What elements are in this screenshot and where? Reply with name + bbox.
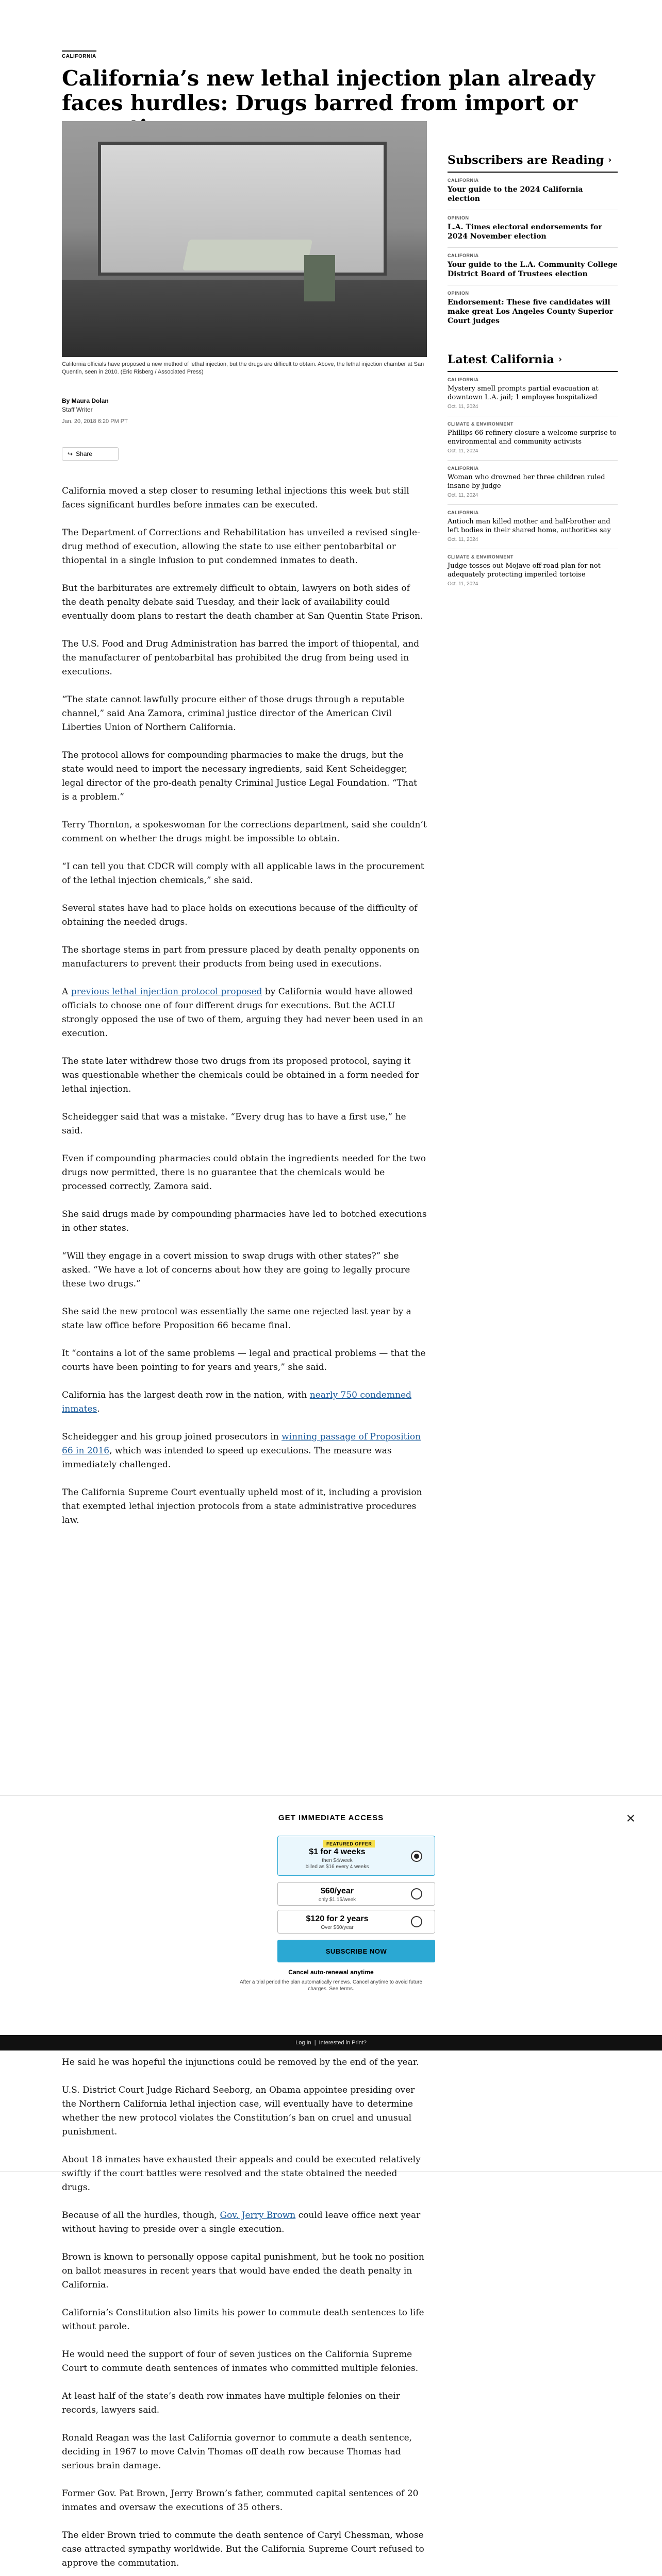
author-role: Staff Writer xyxy=(62,406,93,413)
plan-radio[interactable] xyxy=(411,1888,422,1900)
plan-option-2years[interactable] xyxy=(277,1910,435,1934)
body-paragraph: The state later withdrew those two drugs from its proposed protocol, saying it was questionable whether the chemicals could be obtained in a form needed for lethal injection. xyxy=(62,1056,419,1094)
body-paragraph: The Department of Corrections and Rehabilitation has unveiled a revised single-drug method of execution, allowing the state to use either pentobarbital or thiopental in a single infusion to put condemned inmates to death. xyxy=(62,528,420,566)
sidebar-reading-item[interactable]: CALIFORNIA Your guide to the L.A. Community College District Board of Trustees election xyxy=(448,248,618,285)
body-paragraph: Brown is known to personally oppose capital punishment, but he took no position on ballot measures in recent years that would have ended the death penalty in California. xyxy=(62,2252,424,2290)
body-paragraph: It “contains a lot of the same problems — legal and practical problems — that the courts have been pointing to for years and years,” she said. xyxy=(62,1348,426,1372)
execution-table xyxy=(183,240,313,270)
print-link[interactable]: Interested in Print? xyxy=(319,2040,367,2046)
body-paragraph: The elder Brown tried to commute the death sentence of Caryl Chessman, whose case attracted sympathy worldwide. But the California Supreme Court refused to approve the commutation. xyxy=(62,2530,424,2568)
plan-option-yearly[interactable] xyxy=(277,1882,435,1906)
body-paragraph: Ronald Reagan was the last California governor to commute a death sentence, deciding in 1967 to move Calvin Thomas off death row because Thomas had serious brain damage. xyxy=(62,2433,412,2471)
sidebar-latest-item[interactable]: CALIFORNIA Mystery smell prompts partial evacuation at downtown L.A. jail; 1 employee hospitalized Oct. 11, 2024 xyxy=(448,372,618,416)
body-paragraph: Scheidegger said that was a mistake. “Every drug has to have a first use,” he said. xyxy=(62,1112,406,1136)
modal-title: GET IMMEDIATE ACCESS xyxy=(278,1814,384,1822)
death-row-link[interactable]: nearly 750 condemned inmates xyxy=(62,1390,412,1414)
headline: California’s new lethal injection plan already faces hurdles: Drugs barred from import or xyxy=(62,66,595,115)
login-link[interactable]: Log In xyxy=(295,2040,311,2046)
sidebar-latest-item[interactable]: CALIFORNIA Woman who drowned her three children ruled insane by judge Oct. 11, 2024 xyxy=(448,461,618,505)
section-label[interactable]: CALIFORNIA xyxy=(62,50,96,59)
body-paragraph: About 18 inmates have exhausted their appeals and could be executed relatively swiftly if the court battles were resolved and the state obtained the needed drugs. xyxy=(62,2155,421,2193)
plan-price: $1 for 4 weeks xyxy=(309,1848,366,1856)
article-body xyxy=(62,484,427,1528)
body-paragraph: A previous lethal injection protocol proposed by California would have allowed officials to choose one of four different drugs for executions. But the ACLU strongly opposed the use of two of them, arguing they had never been used in an execution. xyxy=(62,987,423,1039)
plan-radio[interactable] xyxy=(411,1916,422,1927)
author-name[interactable]: By Maura Dolan xyxy=(62,397,109,404)
body-paragraph: The California Supreme Court eventually upheld most of it, including a provision that exempted lethal injection protocols from a state administrative procedures law. xyxy=(62,1487,422,1526)
subscribe-button[interactable]: SUBSCRIBE NOW xyxy=(277,1940,435,1962)
share-button[interactable] xyxy=(62,447,119,461)
article-body-continued xyxy=(62,2056,427,2576)
body-paragraph: Even if compounding pharmacies could obtain the ingredients needed for the two drugs now permitted, there is no guarantee that the chemicals would be processed correctly, Zamora said. xyxy=(62,1154,426,1192)
sidebar-reading-item[interactable]: OPINION Endorsement: These five candidates will make great Los Angeles County Superior Court judges xyxy=(448,291,614,325)
body-paragraph: The U.S. Food and Drug Administration has barred the import of thiopental, and the manufacturer of pentobarbital has prohibited the drug from being used in executions. xyxy=(62,639,420,677)
sidebar-latest-item[interactable]: CLIMATE & ENVIRONMENT Phillips 66 refinery closure a welcome surprise to environmental and community activists Oct. 11, 2024 xyxy=(448,416,618,461)
plan-radio-selected[interactable] xyxy=(411,1851,422,1862)
image-caption: California officials have proposed a new method of lethal injection, but the drugs are difficult to obtain. Above, the lethal injection chamber at San Quentin, seen in 2010. (Eric Risberg / Associated Press) xyxy=(62,361,424,375)
gov-brown-link[interactable]: Gov. Jerry Brown xyxy=(220,2210,296,2221)
close-icon[interactable]: × xyxy=(626,1810,635,1827)
body-paragraph: U.S. District Court Judge Richard Seeborg, an Obama appointee presiding over the Northern California lethal injection case, will eventually have to determine whether the new protocol violates the Constitution’s ban on cruel and unusual punishment. xyxy=(62,2085,415,2137)
sidebar-latest-item[interactable]: CLIMATE & ENVIRONMENT Judge tosses out Mojave off-road plan for not adequately protecting imperiled tortoise Oct. 11, 2024 xyxy=(448,554,601,587)
body-paragraph: California’s Constitution also limits his power to commute death sentences to life without parole. xyxy=(62,2308,424,2332)
hero-image[interactable] xyxy=(62,121,427,357)
body-paragraph: Because of all the hurdles, though, Gov. Jerry Brown could leave office next year without having to preside over a single execution. xyxy=(62,2210,421,2234)
body-paragraph: “Will they engage in a covert mission to swap drugs with other states?” she asked. “We have a lot of concerns about how they are going to legally procure these two drugs.” xyxy=(62,1251,410,1289)
body-paragraph: But the barbiturates are extremely difficult to obtain, lawyers on both sides of the death penalty debate said Tuesday, and their lack of availability could eventually doom plans to restart the death chamber at San Quentin State Prison. xyxy=(62,583,423,621)
body-paragraph: He would need the support of four of seven justices on the California Supreme Court to commute death sentences of inmates who committed multiple felonies. xyxy=(62,2349,419,2374)
plan-detail: billed as $16 every 4 weeks xyxy=(305,1864,369,1870)
body-paragraph: California moved a step closer to resuming lethal injections this week but still faces significant hurdles before inmates can be executed. xyxy=(62,486,409,510)
body-paragraph: Scheidegger and his group joined prosecutors in winning passage of Proposition 66 in 2016, which was intended to speed up executions. The measure was immediately challenged. xyxy=(62,1432,421,1470)
featured-badge: FEATURED OFFER xyxy=(323,1840,375,1848)
body-paragraph: Former Gov. Pat Brown, Jerry Brown’s father, commuted capital sentences of 20 inmates and oversaw the executions of 35 others. xyxy=(62,2488,419,2513)
plan-price: $60/year xyxy=(320,1887,354,1895)
subscribers-reading-heading: Subscribers are Reading › xyxy=(448,153,618,173)
body-paragraph: Several states have had to place holds on executions because of the difficulty of obtaining the needed drugs. xyxy=(62,903,418,927)
plan-detail: then $4/week xyxy=(322,1858,353,1863)
body-paragraph: At least half of the state’s death row inmates have multiple felonies on their records, lawyers said. xyxy=(62,2391,400,2415)
byline xyxy=(62,397,128,426)
sidebar-reading-item[interactable]: OPINION L.A. Times electoral endorsements for 2024 November election xyxy=(448,210,618,248)
body-paragraph: “The state cannot lawfully procure either of those drugs through a reputable channel,” said Ana Zamora, criminal justice director of the American Civil Liberties Union of Northern California. xyxy=(62,694,405,733)
body-paragraph: She said the new protocol was essentially the same one rejected last year by a state law office before Proposition 66 became final. xyxy=(62,1307,411,1331)
body-paragraph: California has the largest death row in the nation, with nearly 750 condemned inmates. xyxy=(62,1390,412,1414)
share-icon: ↪ xyxy=(68,450,73,457)
protocol-link[interactable]: previous lethal injection protocol proposed xyxy=(71,987,262,997)
chevron-right-icon: › xyxy=(558,354,562,365)
latest-california-heading: Latest California › xyxy=(448,352,618,372)
publish-date: Jan. 20, 2018 6:20 PM PT xyxy=(62,418,128,425)
body-paragraph: “I can tell you that CDCR will comply with all applicable laws in the procurement of the lethal injection chemicals,” she said. xyxy=(62,861,424,886)
plan-option-4weeks[interactable] xyxy=(277,1836,435,1876)
body-paragraph: She said drugs made by compounding pharmacies have led to botched executions in other states. xyxy=(62,1209,427,1233)
sidebar-reading-item[interactable]: CALIFORNIA Your guide to the 2024 California election xyxy=(448,173,618,210)
share-label: Share xyxy=(76,450,93,457)
sidebar-latest-item[interactable]: CALIFORNIA Antioch man killed mother and half-brother and left bodies in their shared home, authorities say Oct. 11, 2024 xyxy=(448,505,618,549)
body-paragraph: He said he was hopeful the injunctions could be removed by the end of the year. xyxy=(62,2057,419,2067)
plan-price: $120 for 2 years xyxy=(306,1914,369,1923)
cancel-note: Cancel auto-renewal anytime xyxy=(288,1969,374,1976)
plan-detail: Over $60/year xyxy=(321,1925,354,1930)
body-paragraph: Terry Thornton, a spokeswoman for the corrections department, said she couldn’t comment on whether the drugs might be impossible to obtain. xyxy=(62,820,427,844)
chevron-right-icon: › xyxy=(608,155,612,165)
modal-footer: Log In | Interested in Print? xyxy=(0,2035,662,2050)
renewal-note: After a trial period the plan automatically renews. Cancel anytime to avoid future charges. See terms. xyxy=(239,1979,423,1992)
sidebar xyxy=(448,153,618,593)
body-paragraph: The shortage stems in part from pressure placed by death penalty opponents on manufacturers to prevent their products from being used in executions. xyxy=(62,945,420,969)
prop66-link[interactable]: winning passage of Proposition 66 in 2016 xyxy=(62,1432,421,1456)
body-paragraph: The protocol allows for compounding pharmacies to make the drugs, but the state would need to import the necessary ingredients, said Kent Scheidegger, legal director of the pro-death penalty Criminal Justice Legal Foundation. “That is a problem.” xyxy=(62,750,417,802)
plan-detail: only $1.15/week xyxy=(318,1897,356,1903)
